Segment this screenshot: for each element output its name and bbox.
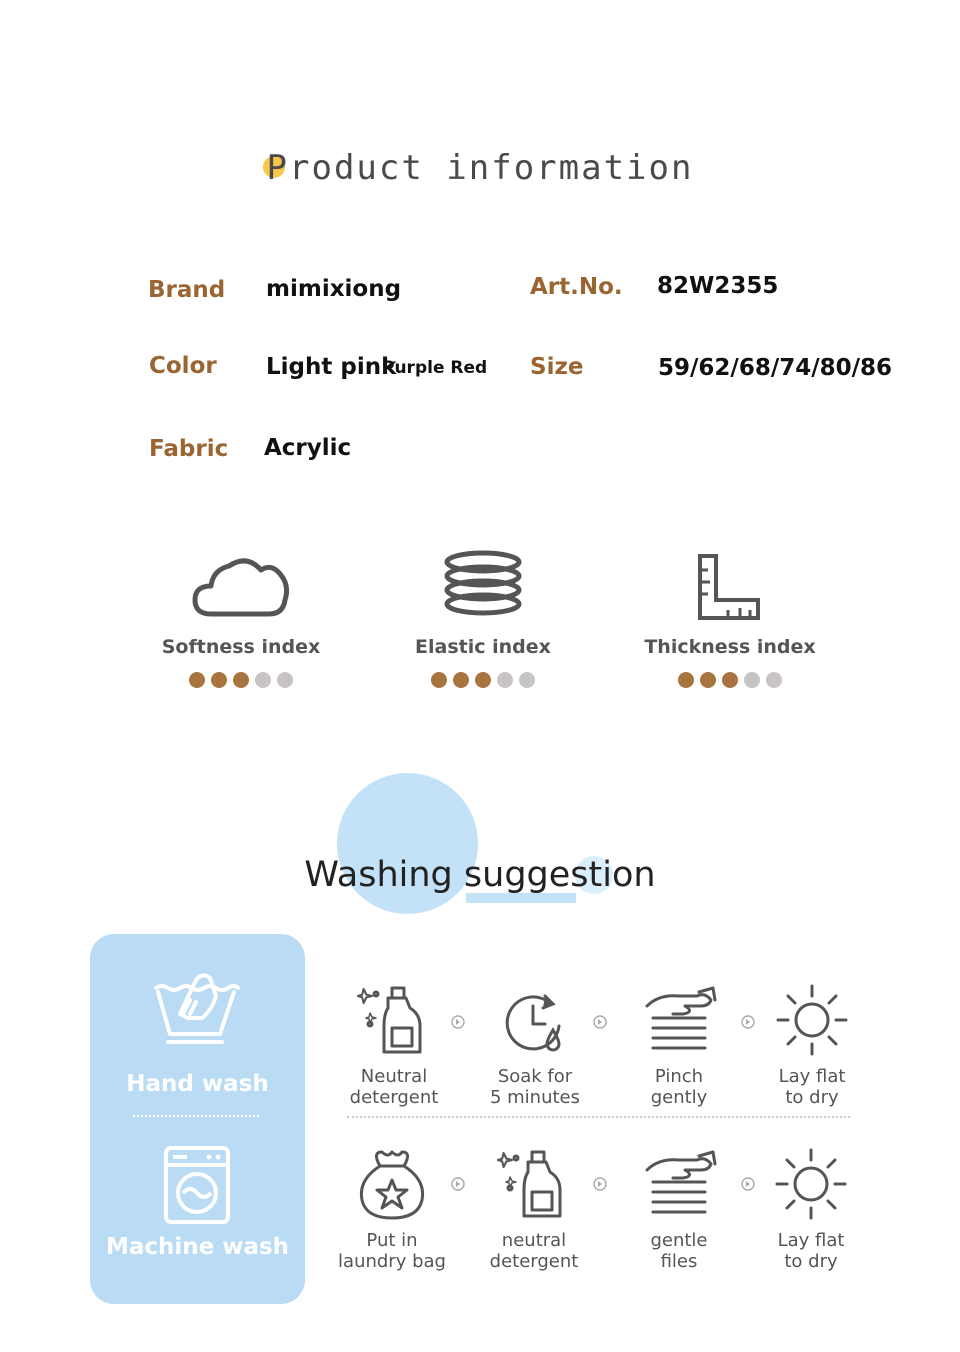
brand-label: Brand: [148, 277, 226, 303]
rating-dot-filled: [189, 672, 205, 688]
color-value-2: Purple Red: [382, 358, 488, 378]
spring-coil-icon: [433, 548, 533, 620]
ruler-icon: [680, 548, 780, 620]
rating-dot-filled: [700, 672, 716, 688]
machine-step-1: [327, 1144, 457, 1272]
row-divider: [347, 1116, 850, 1118]
hand-pinch-icon: [639, 1144, 719, 1224]
hand-step-3: [614, 980, 744, 1108]
machine-step-4: [746, 1144, 876, 1272]
rating-dot-filled: [211, 672, 227, 688]
cloud-icon: [191, 548, 291, 620]
rating-dot-filled: [453, 672, 469, 688]
hand-step-2: [470, 980, 600, 1108]
rating-dot-filled: [431, 672, 447, 688]
step-label: neutral detergent: [489, 1230, 579, 1272]
rating-dot-empty: [497, 672, 513, 688]
fabric-label: Fabric: [149, 436, 229, 462]
rating-dot-empty: [255, 672, 271, 688]
index-label: Thickness index: [644, 636, 816, 658]
rating-dot-filled: [475, 672, 491, 688]
artno-value: 82W2355: [657, 273, 779, 299]
rating-dot-empty: [766, 672, 782, 688]
softness-index: [131, 548, 351, 688]
size-label: Size: [530, 354, 584, 380]
brand-value: mimixiong: [266, 276, 402, 302]
detergent-bottle-icon: [354, 980, 434, 1060]
thickness-index: [620, 548, 840, 688]
arrow-right-icon: [593, 1015, 607, 1029]
size-value: 59/62/68/74/80/86: [658, 355, 893, 381]
rating-dots: [373, 672, 593, 688]
index-label: Softness index: [161, 636, 321, 658]
arrow-right-icon: [593, 1177, 607, 1191]
step-label: Pinch gently: [650, 1066, 708, 1108]
arrow-right-icon: [451, 1177, 465, 1191]
step-label: Neutral detergent: [349, 1066, 439, 1108]
rating-dot-filled: [722, 672, 738, 688]
washing-title: Washing suggestion: [304, 855, 656, 895]
laundry-bag-icon: [352, 1144, 432, 1224]
washing-machine-icon: [163, 1145, 231, 1225]
machine-step-2: [469, 1144, 599, 1272]
rating-dot-filled: [233, 672, 249, 688]
machine-wash-label: Machine wash: [105, 1234, 290, 1260]
rating-dots: [620, 672, 840, 688]
sun-icon: [772, 980, 852, 1060]
arrow-right-icon: [451, 1015, 465, 1029]
step-label: Soak for 5 minutes: [489, 1066, 581, 1108]
detergent-bottle-icon: [494, 1144, 574, 1224]
hand-pinch-icon: [639, 980, 719, 1060]
hand-wash-icon: [150, 966, 240, 1046]
elastic-index: [373, 548, 593, 688]
page-title: Product information: [266, 148, 694, 188]
artno-label: Art.No.: [530, 274, 623, 300]
machine-step-3: [614, 1144, 744, 1272]
rating-dot-filled: [678, 672, 694, 688]
rating-dot-empty: [744, 672, 760, 688]
color-label: Color: [149, 353, 217, 379]
hand-step-1: [329, 980, 459, 1108]
hand-step-4: [747, 980, 877, 1108]
step-label: Put in laundry bag: [338, 1230, 446, 1272]
rating-dot-empty: [519, 672, 535, 688]
step-label: Lay flat to dry: [778, 1066, 846, 1108]
fabric-value: Acrylic: [264, 435, 352, 461]
index-label: Elastic index: [415, 636, 551, 658]
color-value: Light pink: [266, 354, 397, 380]
rating-dot-empty: [277, 672, 293, 688]
step-label: gentle files: [650, 1230, 708, 1272]
panel-divider: [133, 1115, 259, 1117]
clock-water-icon: [495, 980, 575, 1060]
step-label: Lay flat to dry: [777, 1230, 845, 1272]
hand-wash-label: Hand wash: [126, 1071, 269, 1097]
sun-icon: [771, 1144, 851, 1224]
rating-dots: [131, 672, 351, 688]
